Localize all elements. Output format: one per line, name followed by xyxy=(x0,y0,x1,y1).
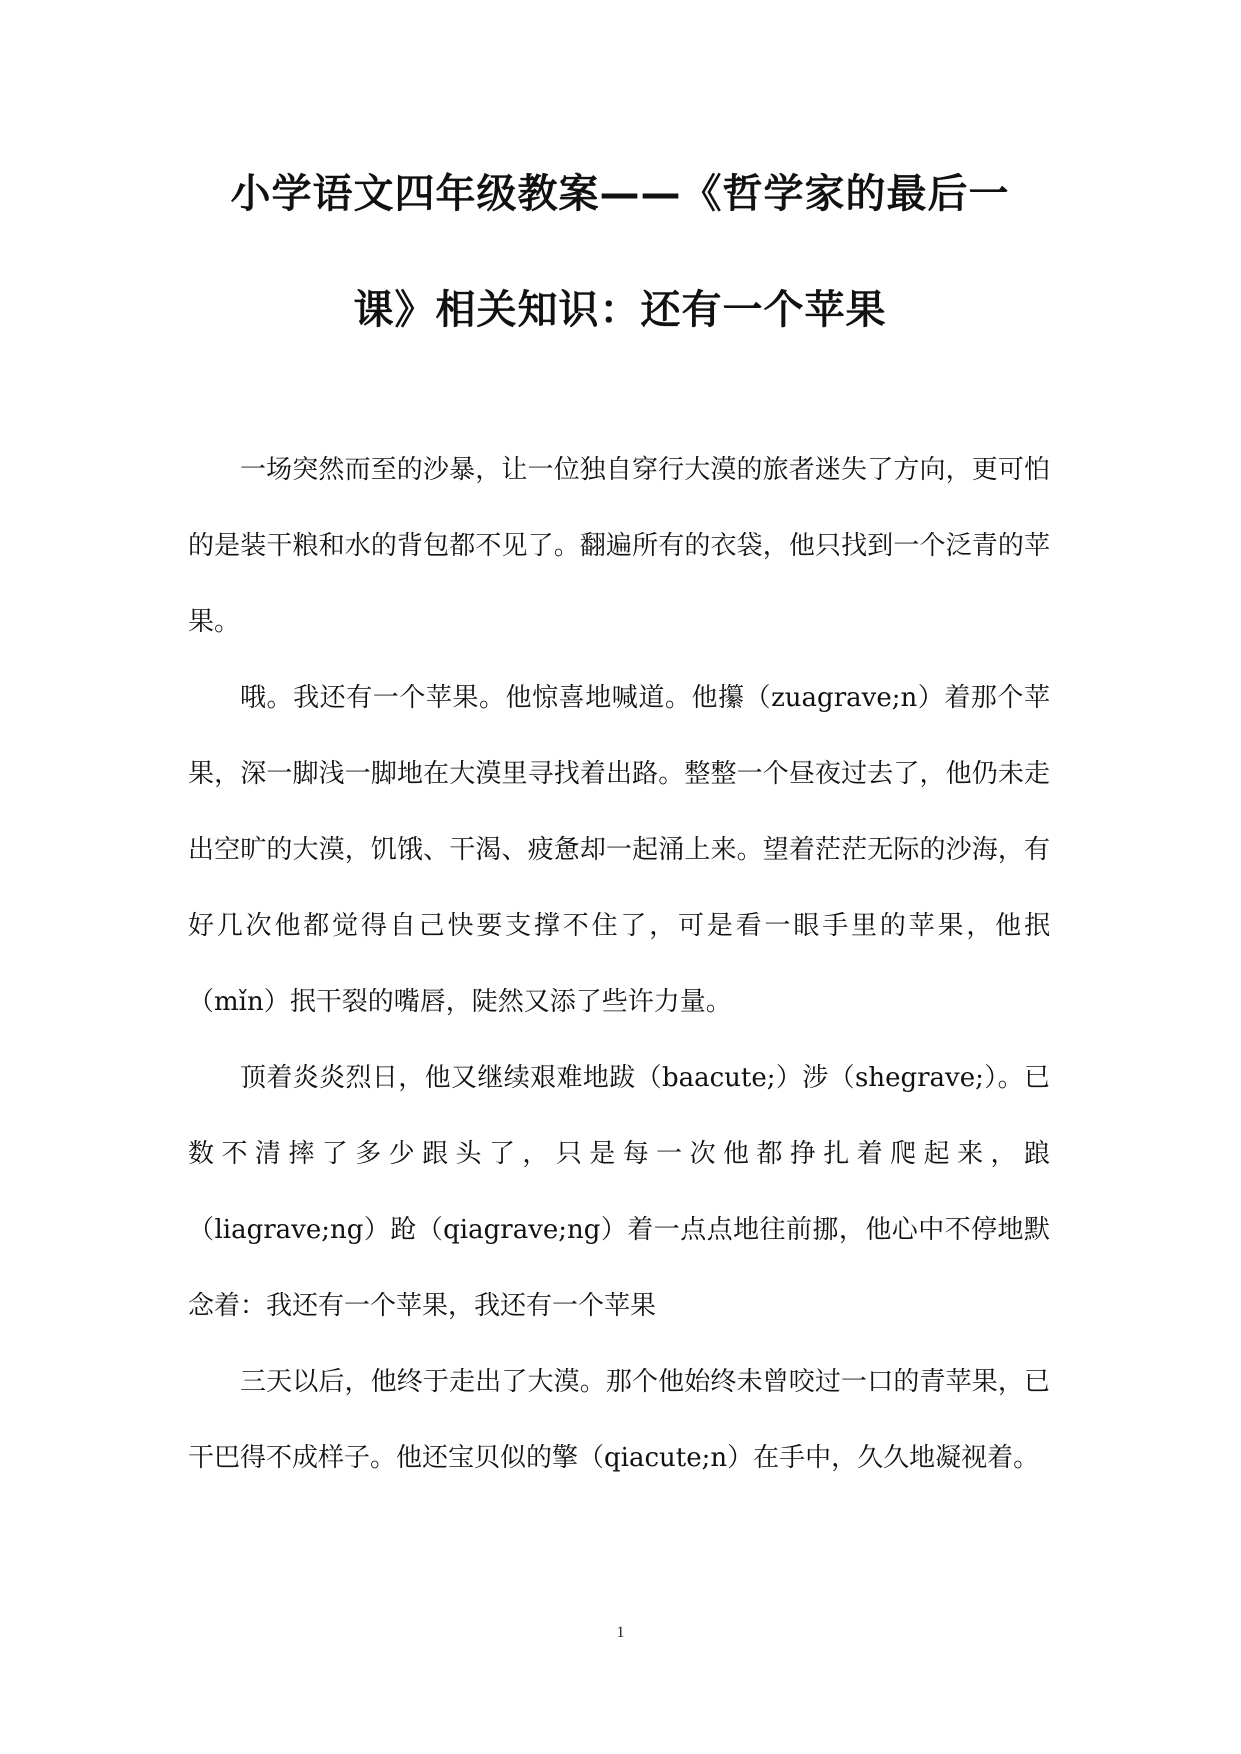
paragraph-2: 哦。我还有一个苹果。他惊喜地喊道。他攥（zuagrave;n）着那个苹果，深一脚浅一脚地在大漠里寻找着出路。整整一个昼夜过去了，他仍未走出空旷的大漠，饥饿、干渴、疲惫却一起涌上来。望着茫茫无际的沙海，有好几次他都觉得自己快要支撑不住了，可是看一眼手里的苹果，他抿（mǐn）抿干裂的嘴唇，陡然又添了些许力量。 xyxy=(188,683,1050,1017)
paragraph-4: 三天以后，他终于走出了大漠。那个他始终未曾咬过一口的青苹果，已干巴得不成样子。他还宝贝似的擎（qiacute;n）在手中，久久地凝视着。 xyxy=(188,1367,1050,1473)
document-title xyxy=(170,136,1070,368)
title-line-1: 小学语文四年级教案——《哲学家的最后一 xyxy=(230,171,1010,217)
page-number: 1 xyxy=(616,1624,625,1641)
paragraph-1: 一场突然而至的沙暴，让一位独自穿行大漠的旅者迷失了方向，更可怕的是装干粮和水的背包都不见了。翻遍所有的衣袋，他只找到一个泛青的苹果。 xyxy=(188,455,1050,637)
paragraph-3: 顶着炎炎烈日，他又继续艰难地跋（baacute;）涉（shegrave;）。已数不清摔了多少跟头了，只是每一次他都挣扎着爬起来，踉（liagrave;ng）跄（qiagrave;ng）着一点点地往前挪，他心中不停地默念着：我还有一个苹果，我还有一个苹果 xyxy=(188,1063,1050,1321)
document-body xyxy=(188,432,1050,1496)
title-line-2: 课》相关知识：还有一个苹果 xyxy=(353,287,887,333)
